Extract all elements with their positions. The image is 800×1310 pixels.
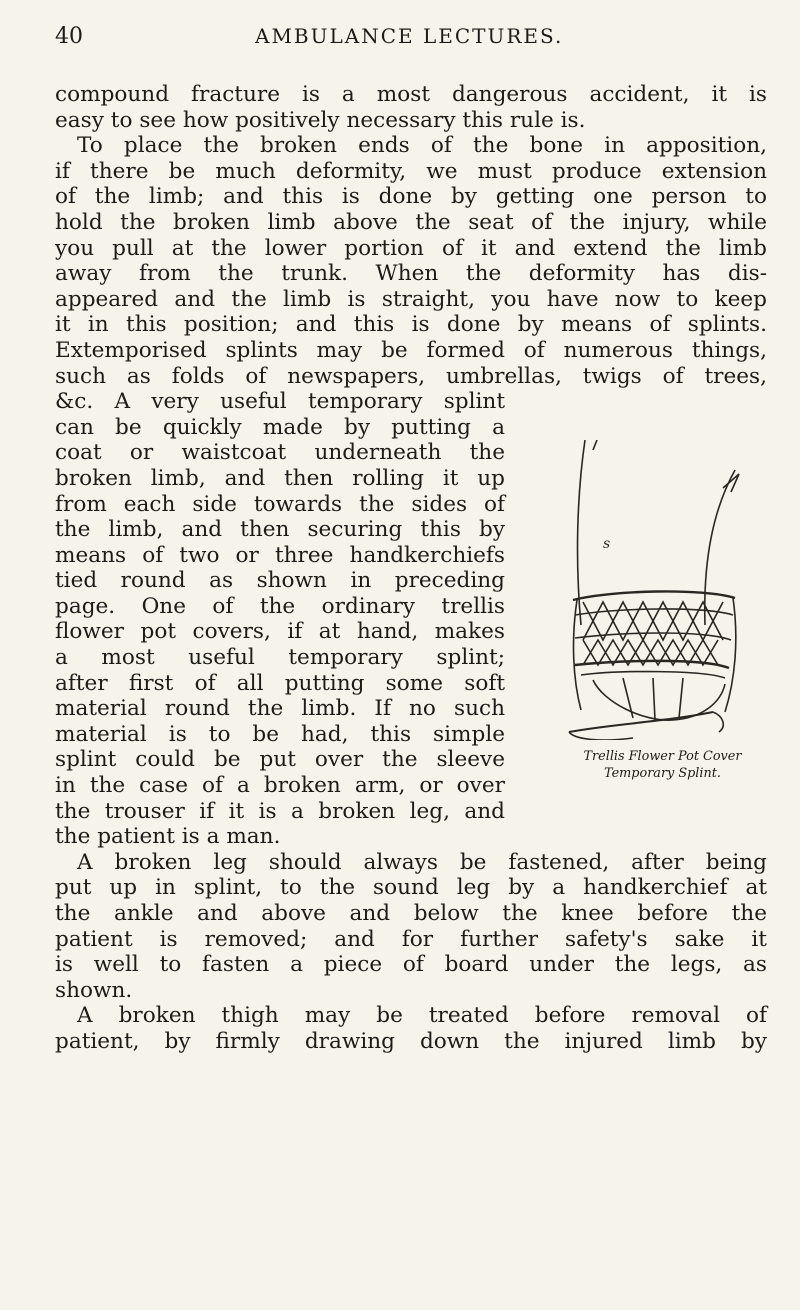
caption-line: Trellis Flower Pot Cover [583, 749, 742, 764]
text-line: patient, by firmly drawing down the injured limb by [55, 1028, 767, 1054]
text-line: A broken thigh may be treated before removal of [77, 1003, 767, 1029]
text-line: hold the broken limb above the seat of the injury, while [55, 209, 767, 235]
text-line: such as folds of newspapers, umbrellas, twigs of trees, [55, 363, 767, 389]
text-line: easy to see how positively necessary this rule is. [55, 107, 586, 133]
text-line: in the case of a broken arm, or over [55, 773, 505, 799]
text-line: To place the broken ends of the bone in apposition, [77, 133, 767, 159]
text-line: page. One of the ordinary trellis [55, 593, 505, 619]
text-line: you pull at the lower portion of it and extend the limb [55, 235, 767, 261]
caption-line: Temporary Splint. [604, 766, 721, 781]
text-line: Extemporised splints may be formed of numerous things, [55, 337, 767, 363]
text-line: splint could be put over the sleeve [55, 747, 505, 773]
text-line: appeared and the limb is straight, you have now to keep [55, 286, 767, 312]
text-line: the limb, and then securing this by [55, 517, 505, 543]
trellis-splint-drawing [563, 440, 763, 740]
text-line: broken limb, and then rolling it up [55, 465, 505, 491]
page-header [55, 24, 760, 60]
text-line: tied round as shown in preceding [55, 568, 505, 594]
text-line: the patient is a man. [55, 824, 281, 850]
page-number: 40 [55, 24, 83, 49]
text-line: if there be much deformity, we must produce extension [55, 158, 767, 184]
text-line: A broken leg should always be fastened, after being [77, 849, 767, 875]
text-line: patient is removed; and for further safety's sake it [55, 926, 767, 952]
text-line: is well to fasten a piece of board under the legs, as [55, 952, 767, 978]
text-line: away from the trunk. When the deformity has dis- [55, 261, 767, 287]
text-line: flower pot covers, if at hand, makes [55, 619, 505, 645]
text-line: put up in splint, to the sound leg by a handkerchief at [55, 875, 767, 901]
text-line: material round the limb. If no such [55, 696, 505, 722]
figure-caption [540, 748, 785, 782]
text-line: shown. [55, 977, 133, 1003]
text-line: after first of all putting some soft [55, 670, 505, 696]
text-line: the trouser if it is a broken leg, and [55, 798, 505, 824]
text-line: it in this position; and this is done by means of splints. [55, 312, 767, 338]
running-title: AMBULANCE LECTURES. [255, 24, 564, 48]
text-line: a most useful temporary splint; [55, 645, 505, 671]
text-line: &c. A very useful temporary splint [55, 389, 505, 415]
text-line: of the limb; and this is done by getting one person to [55, 184, 767, 210]
text-line: compound fracture is a most dangerous accident, it is [55, 82, 767, 107]
figure-letter: s [602, 536, 610, 552]
splint-illustration [540, 440, 785, 780]
text-line: coat or waistcoat underneath the [55, 440, 505, 466]
text-line: means of two or three handkerchiefs [55, 542, 505, 568]
text-line: the ankle and above and below the knee before the [55, 901, 767, 926]
text-line: from each side towards the sides of [55, 491, 505, 517]
text-line: material is to be had, this simple [55, 721, 505, 747]
text-line: can be quickly made by putting a [55, 414, 505, 440]
